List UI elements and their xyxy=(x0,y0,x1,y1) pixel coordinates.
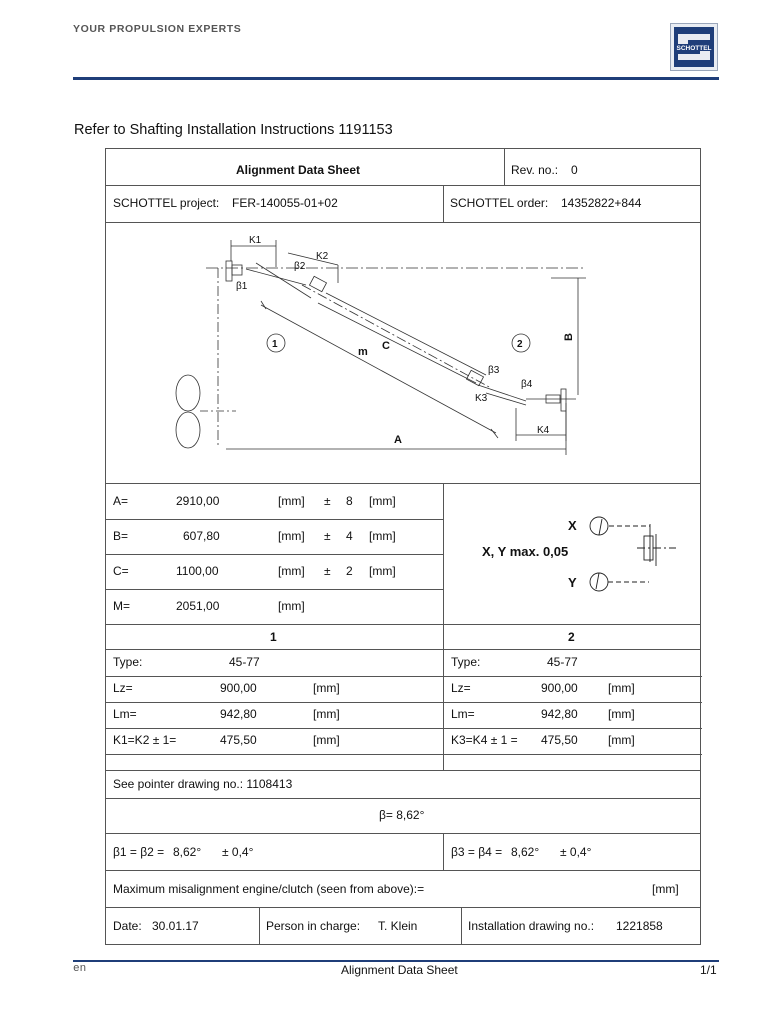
person-label: Person in charge: xyxy=(266,919,361,933)
label-k1: K1 xyxy=(249,235,262,246)
j1-type-value: 45-77 xyxy=(229,655,260,669)
label-b: B xyxy=(563,333,575,341)
signoff-row xyxy=(105,907,701,945)
label-k4: K4 xyxy=(537,425,550,436)
j1-k-unit: [mm] xyxy=(313,733,340,747)
label-x: X xyxy=(568,518,577,533)
j1-k-value: 475,50 xyxy=(220,733,257,747)
header-rule xyxy=(73,77,719,80)
dim-tol: 4 xyxy=(346,529,353,543)
dims-block xyxy=(105,483,701,625)
label-y: Y xyxy=(568,575,577,590)
joint-block xyxy=(105,649,701,771)
col-right: 2 xyxy=(568,630,575,644)
divider xyxy=(443,625,444,649)
beta-row xyxy=(105,798,701,834)
project-label: SCHOTTEL project: xyxy=(113,196,220,210)
order-label: SCHOTTEL order: xyxy=(450,196,549,210)
footer-title: Alignment Data Sheet xyxy=(341,963,458,977)
misalignment-unit: [mm] xyxy=(652,882,679,896)
install-value: 1221858 xyxy=(616,919,663,933)
tagline: YOUR PROPULSION EXPERTS xyxy=(73,23,242,35)
label-b4: β4 xyxy=(521,379,533,390)
joint1-type-row xyxy=(106,650,702,677)
dim-unit: [mm] xyxy=(278,529,305,543)
dim-tol: 8 xyxy=(346,494,353,508)
j2-type-label: Type: xyxy=(451,655,481,669)
beta-left-tol: ± 0,4° xyxy=(222,845,254,859)
project-value: FER-140055-01+02 xyxy=(232,196,338,210)
dim-unit: [mm] xyxy=(278,564,305,578)
dim-row-b xyxy=(106,519,443,555)
date-label: Date: xyxy=(113,919,142,933)
j2-k-value: 475,50 xyxy=(541,733,578,747)
footer-rule xyxy=(73,960,719,962)
j1-k-label: K1=K2 ± 1= xyxy=(113,733,177,747)
dim-row-a xyxy=(106,484,443,520)
footer-lang: en xyxy=(73,963,87,975)
dim-unit: [mm] xyxy=(278,599,305,613)
xy-tolerance-figure xyxy=(444,484,700,624)
label-1: 1 xyxy=(272,339,278,350)
dim-name: C= xyxy=(113,564,129,578)
refer-line: Refer to Shafting Installation Instructions 1191153 xyxy=(74,122,393,138)
label-2: 2 xyxy=(517,339,523,350)
date-value: 30.01.17 xyxy=(152,919,199,933)
project-row xyxy=(105,185,701,223)
j2-lz-unit: [mm] xyxy=(608,681,635,695)
logo-text: SCHOTTEL xyxy=(676,45,712,52)
j1-lm-value: 942,80 xyxy=(220,707,257,721)
dim-name: M= xyxy=(113,599,131,613)
j2-lz-label: Lz= xyxy=(451,681,471,695)
schottel-logo xyxy=(670,23,718,71)
j2-lz-value: 900,00 xyxy=(541,681,578,695)
j1-lm-label: Lm= xyxy=(113,707,137,721)
label-b2: β2 xyxy=(294,261,306,272)
j1-lm-unit: [mm] xyxy=(313,707,340,721)
j2-k-label: K3=K4 ± 1 = xyxy=(451,733,518,747)
j2-k-unit: [mm] xyxy=(608,733,635,747)
label-b3: β3 xyxy=(488,365,500,376)
col-left: 1 xyxy=(270,630,277,644)
divider xyxy=(504,149,505,185)
dim-pm: ± xyxy=(324,529,331,543)
j1-lz-value: 900,00 xyxy=(220,681,257,695)
dim-row-c xyxy=(106,554,443,590)
rev-label: Rev. no.: xyxy=(511,163,559,177)
footer-page: 1/1 xyxy=(700,963,717,977)
j2-lm-unit: [mm] xyxy=(608,707,635,721)
dim-name: A= xyxy=(113,494,129,508)
dim-pm: ± xyxy=(324,564,331,578)
label-k3: K3 xyxy=(475,393,488,404)
title-row xyxy=(105,148,701,186)
beta-right-value: 8,62° xyxy=(511,845,540,859)
dim-name: B= xyxy=(113,529,129,543)
divider xyxy=(461,908,462,944)
beta-detail-row xyxy=(105,833,701,871)
drawing-row xyxy=(105,222,701,484)
dim-value: 607,80 xyxy=(183,529,220,543)
install-label: Installation drawing no.: xyxy=(468,919,595,933)
pointer-row xyxy=(105,770,701,799)
beta-left-label: β1 = β2 = xyxy=(113,845,165,859)
dim-tol: 2 xyxy=(346,564,353,578)
j2-type-value: 45-77 xyxy=(547,655,578,669)
dim-tol-unit: [mm] xyxy=(369,494,396,508)
xy-max: X, Y max. 0,05 xyxy=(482,544,569,559)
divider xyxy=(443,186,444,222)
beta-value: β= 8,62° xyxy=(379,808,425,822)
j1-lz-unit: [mm] xyxy=(313,681,340,695)
beta-right-tol: ± 0,4° xyxy=(560,845,592,859)
dim-tol-unit: [mm] xyxy=(369,529,396,543)
j2-lm-label: Lm= xyxy=(451,707,475,721)
misalignment-row xyxy=(105,870,701,908)
j2-lm-value: 942,80 xyxy=(541,707,578,721)
dim-tol-unit: [mm] xyxy=(369,564,396,578)
columns-row xyxy=(105,624,701,650)
sheet-title: Alignment Data Sheet xyxy=(236,163,361,177)
label-c: C xyxy=(382,340,390,352)
label-a: A xyxy=(394,434,402,446)
rev-value: 0 xyxy=(571,163,578,177)
dim-row-m xyxy=(106,589,443,624)
label-m: m xyxy=(358,346,368,358)
shafting-drawing xyxy=(106,223,700,483)
dim-pm: ± xyxy=(324,494,331,508)
j1-type-label: Type: xyxy=(113,655,143,669)
label-b1: β1 xyxy=(236,281,248,292)
order-value: 14352822+844 xyxy=(561,196,642,210)
pointer-drawing: See pointer drawing no.: 1108413 xyxy=(113,777,293,791)
dim-value: 2910,00 xyxy=(176,494,220,508)
dim-value: 2051,00 xyxy=(176,599,220,613)
dim-value: 1100,00 xyxy=(176,564,219,578)
misalignment-label: Maximum misalignment engine/clutch (seen from above):= xyxy=(113,882,425,896)
divider xyxy=(443,834,444,870)
beta-left-value: 8,62° xyxy=(173,845,202,859)
dim-unit: [mm] xyxy=(278,494,305,508)
label-k2: K2 xyxy=(316,251,329,262)
divider xyxy=(259,908,260,944)
j1-lz-label: Lz= xyxy=(113,681,133,695)
beta-right-label: β3 = β4 = xyxy=(451,845,503,859)
person-value: T. Klein xyxy=(378,919,418,933)
